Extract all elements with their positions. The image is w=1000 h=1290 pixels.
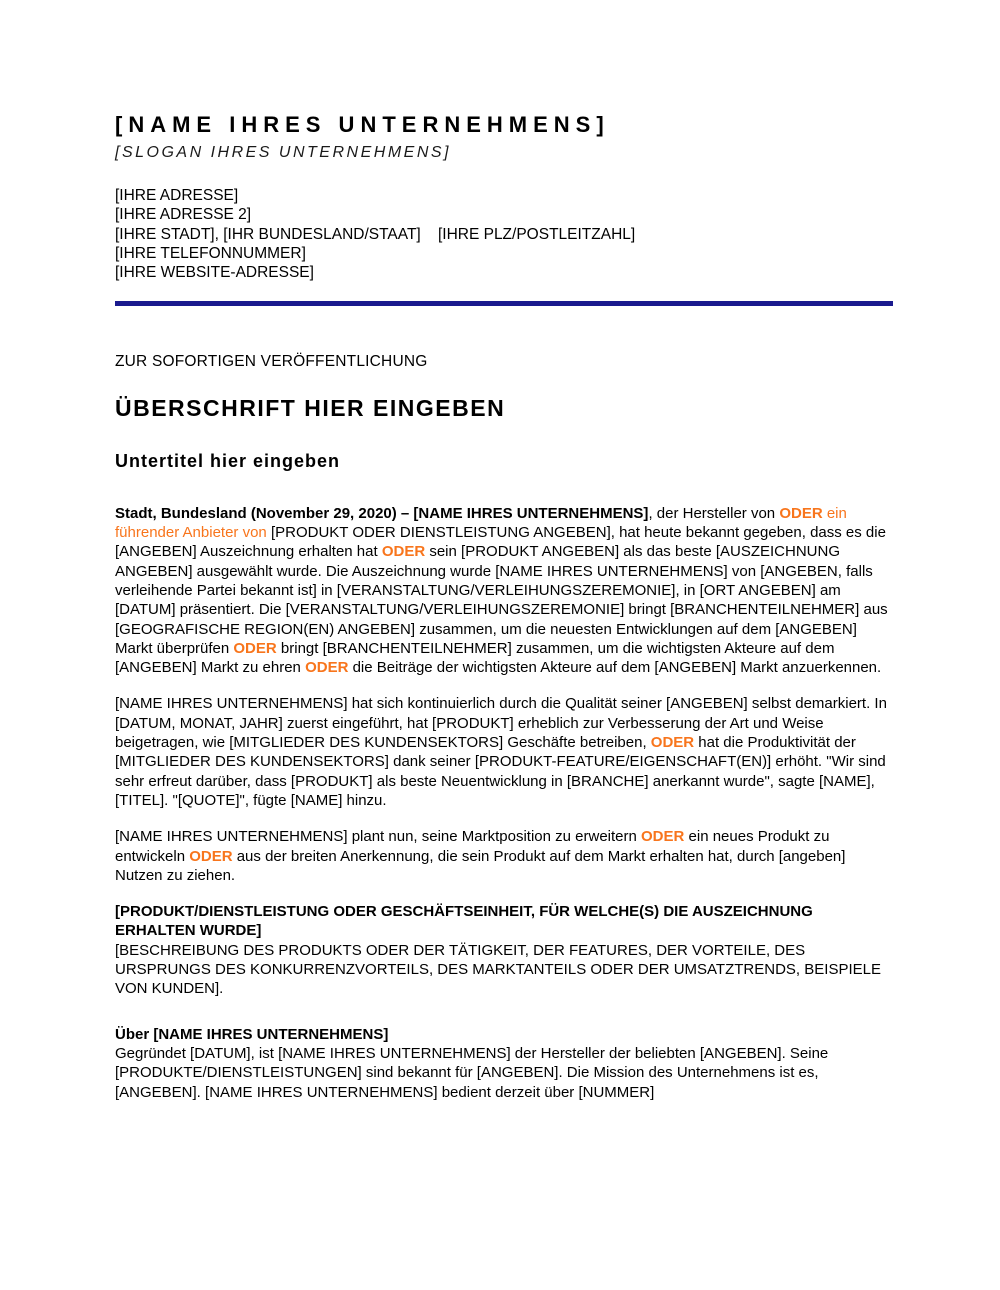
text-segment: [PRODUKT ODER DIENSTLEISTUNG ANGEBEN], hat heute bekannt gegeben, dass es die [ANGEBEN] Auszeichnung erhalten hat xyxy=(115,524,886,561)
company-name: [NAME IHRES UNTERNEHMENS] xyxy=(115,112,610,137)
address-line-street2: [IHRE ADRESSE 2] xyxy=(115,206,252,224)
about-section-heading: Über [NAME IHRES UNTERNEHMENS] xyxy=(115,1025,389,1043)
about-section xyxy=(115,1025,893,1102)
award-section-heading: [PRODUKT/DIENSTLEISTUNG ODER GESCHÄFTSEINHEIT, FÜR WELCHE(S) DIE AUSZEICHNUNG ERHALTEN WURDE] xyxy=(115,903,813,940)
body-paragraph-product-history xyxy=(115,694,893,810)
address-line-website: [IHRE WEBSITE-ADRESSE] xyxy=(115,264,314,282)
address-block xyxy=(115,186,893,282)
headline: ÜBERSCHRIFT HIER EINGEBEN xyxy=(115,394,506,421)
divider-rule xyxy=(115,301,893,306)
text-segment: [NAME IHRES UNTERNEHMENS] hat sich kontinuierlich durch die Qualität seiner [ANGEBEN] selbst demarkiert. In [DATUM, MONAT, JAHR] zuerst eingeführt, hat [PRODUKT] erheblich zur Verbesserung der Art und Weise beigetragen, wie [MITGLIEDER DES KUNDENSEKTORS] Geschäfte betreiben, xyxy=(115,695,887,752)
text-segment: ODER xyxy=(189,847,233,865)
company-slogan: [SLOGAN IHRES UNTERNEHMENS] xyxy=(115,144,451,161)
award-section-description: [BESCHREIBUNG DES PRODUKTS ODER DER TÄTIGKEIT, DER FEATURES, DER VORTEILE, DES URSPRUNGS DES KONKURRENZVORTEILS, DES MARKTANTEILS ODER DER UMSATZTRENDS, BEISPIELE VON KUNDEN]. xyxy=(115,941,881,998)
text-segment: sein [PRODUKT ANGEBEN] als das beste [AUSZEICHNUNG ANGEBEN] ausgewählt wurde. Die Auszeichnung wurde [NAME IHRES UNTERNEHMENS] von [ANGEBEN, falls verleihende Partei bekannt ist] in [VERANSTALTUNG/VERLEIHUNGSZEREMONIE], in [ORT ANGEBEN] am [DATUM] präsentiert. Die [VERANSTALTUNG/VERLEIHUNGSZEREMONIE] bringt [BRANCHENTEILNEHMER] aus [GEOGRAFISCHE REGION(EN) ANGEBEN] zusammen, um die neuesten Entwicklungen auf dem [ANGEBEN] Markt überprüfen xyxy=(115,543,888,657)
subtitle: Untertitel hier eingeben xyxy=(115,450,341,471)
text-segment: ein neues Produkt zu entwickeln xyxy=(115,828,830,865)
text-segment: ODER xyxy=(233,639,277,657)
about-section-text: Gegründet [DATUM], ist [NAME IHRES UNTERNEHMENS] der Hersteller der beliebten [ANGEBEN]. Seine [PRODUKTE/DIENSTLEISTUNGEN] sind bekannt für [ANGEBEN]. Die Mission des Unternehmens ist es, [ANGEBEN]. [NAME IHRES UNTERNEHMENS] bedient derzeit über [NUMMER] xyxy=(115,1044,829,1101)
text-segment: bringt [BRANCHENTEILNEHMER] zusammen, um die wichtigsten Akteure auf dem [ANGEBEN] Markt zu ehren xyxy=(115,639,835,677)
body-paragraph-announcement xyxy=(115,504,893,678)
text-segment: ODER xyxy=(779,504,823,522)
press-release-content xyxy=(115,352,893,1101)
address-line-phone: [IHRE TELEFONNUMMER] xyxy=(115,244,306,262)
address-line-street: [IHRE ADRESSE] xyxy=(115,187,239,204)
text-segment: [NAME IHRES UNTERNEHMENS] plant nun, seine Marktposition zu erweitern xyxy=(115,828,642,846)
text-segment: ein führender Anbieter von xyxy=(115,504,847,542)
letterhead xyxy=(115,112,893,306)
text-segment: die Beiträge der wichtigsten Akteure auf dem [ANGEBEN] Markt anzuerkennen. xyxy=(348,659,882,677)
text-segment: ODER xyxy=(650,734,695,752)
text-segment: aus der breiten Anerkennung, die sein Produkt auf dem Markt erhalten hat, durch [angeben] Nutzen zu ziehen. xyxy=(115,847,846,884)
text-segment: ODER xyxy=(381,543,426,561)
text-segment: Stadt, Bundesland (November 29, 2020) – [NAME IHRES UNTERNEHMENS] xyxy=(115,504,649,522)
text-segment: ODER xyxy=(641,828,685,846)
award-section xyxy=(115,902,893,998)
text-segment: ODER xyxy=(305,659,349,677)
body-paragraph-future-plans xyxy=(115,827,893,885)
text-segment: , der Hersteller von xyxy=(648,504,780,522)
address-line-city-state-zip: [IHRE STADT], [IHR BUNDESLAND/STAAT] [IHRE PLZ/POSTLEITZAHL] xyxy=(115,225,636,243)
text-segment: hat die Produktivität der [MITGLIEDER DES KUNDENSEKTORS] dank seiner [PRODUKT-FEATURE/EIGENSCHAFT(EN)] erhöht. "Wir sind sehr erfreut darüber, dass [PRODUKT] als beste Neuentwicklung in [BRANCHE] anerkannt wurde", sagte [NAME], [TITEL]. "[QUOTE]", fügte [NAME] hinzu. xyxy=(115,734,886,809)
release-label: ZUR SOFORTIGEN VERÖFFENTLICHUNG xyxy=(115,353,428,371)
